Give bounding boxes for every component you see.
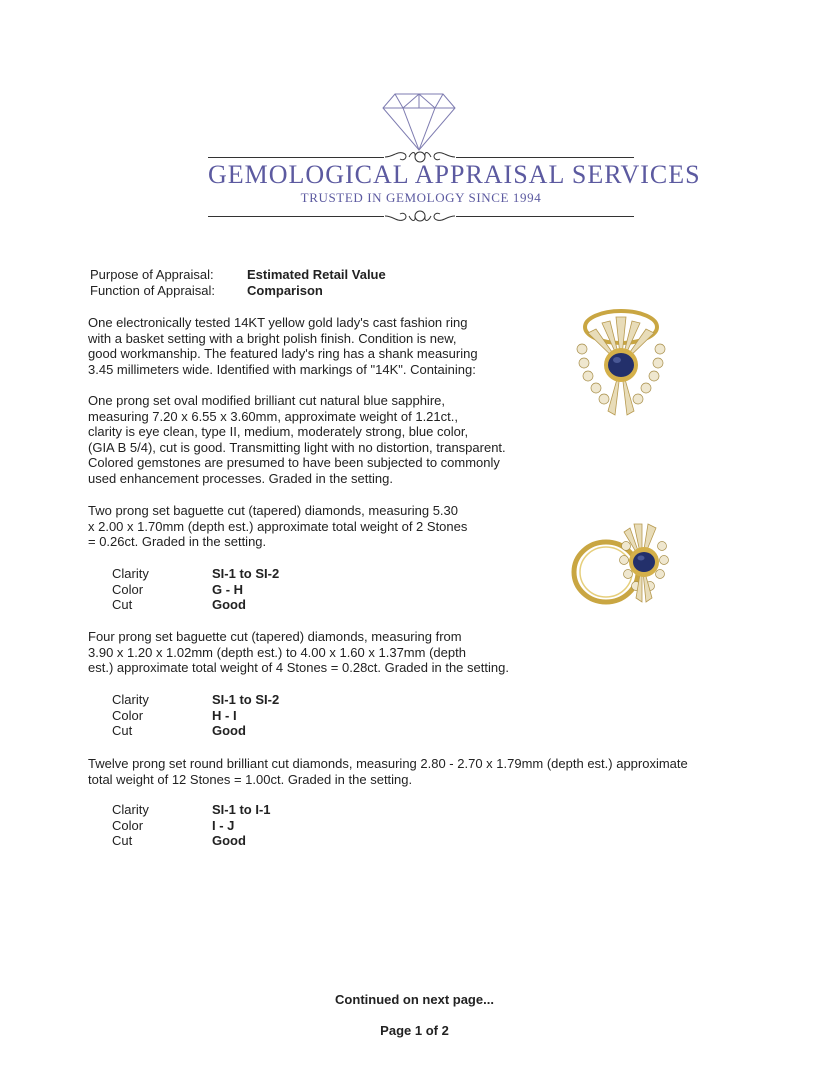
cut-value: Good xyxy=(212,833,246,848)
header-rule xyxy=(456,216,634,217)
sapphire-description: One prong set oval modified brilliant cut natural blue sapphire, measuring 7.20 x 6.55 x 3.60mm, approximate weight of 1.21ct., clarity is eye clean, type II, medium, moderately strong, blue color, (GIA B 5/4), cut is good. Transmitting light with no distortion, transparent. Colored gemstones are presumed to have been subjected to commonly used enhancement processes. Graded in the setting. xyxy=(88,393,506,486)
cut-label: Cut xyxy=(112,833,133,848)
letterhead xyxy=(0,0,829,240)
cut-label: Cut xyxy=(112,597,133,612)
purpose-label: Purpose of Appraisal: xyxy=(90,267,214,282)
color-label: Color xyxy=(112,817,144,833)
sapphire-ring-front-photo xyxy=(568,303,674,425)
cut-value: Good xyxy=(212,597,246,612)
clarity-value: SI-1 to I-1 xyxy=(212,802,271,817)
header-rule xyxy=(208,157,384,158)
clarity-label: Clarity xyxy=(112,802,149,817)
color-value: I - J xyxy=(212,817,235,833)
ring-description: One electronically tested 14KT yellow gold lady's cast fashion ring with a basket setting with a bright polish finish. Condition is new, good workmanship. The featured lady's ring has a shank measuring 3.45 millimeters wide. Identified with markings of "14K". Containing: xyxy=(88,315,478,377)
clarity-label: Clarity xyxy=(112,566,149,581)
function-label: Function of Appraisal: xyxy=(90,283,216,298)
color-value: H - I xyxy=(212,707,237,723)
color-value: G - H xyxy=(212,581,244,597)
color-label: Color xyxy=(112,581,144,597)
header-rule xyxy=(208,216,384,217)
header-rule xyxy=(456,157,634,158)
purpose-value: Estimated Retail Value xyxy=(247,267,386,282)
color-label: Color xyxy=(112,707,144,723)
clarity-value: SI-1 to SI-2 xyxy=(212,692,280,707)
cut-value: Good xyxy=(212,723,246,738)
diamond-outline-icon xyxy=(381,92,457,152)
sapphire-ring-side-photo xyxy=(566,512,678,624)
company-name: GEMOLOGICAL APPRAISAL SERVICES xyxy=(208,160,701,189)
cut-label: Cut xyxy=(112,723,133,738)
round-twelve-description: Twelve prong set round brilliant cut diamonds, measuring 2.80 - 2.70 x 1.79mm (depth est.) approximate total weight of 12 Stones = 1.00ct. Graded in the setting. xyxy=(88,756,688,787)
continued-note: Continued on next page... xyxy=(335,992,494,1007)
clarity-label: Clarity xyxy=(112,692,149,707)
page-number: Page 1 of 2 xyxy=(380,1023,449,1038)
clarity-value: SI-1 to SI-2 xyxy=(212,566,280,581)
baguette-four-description: Four prong set baguette cut (tapered) diamonds, measuring from 3.90 x 1.20 x 1.02mm (depth est.) to 4.00 x 1.60 x 1.37mm (depth est.) approximate total weight of 4 Stones = 0.28ct. Graded in the setting. xyxy=(88,629,509,675)
function-value: Comparison xyxy=(247,283,323,298)
company-tagline: TRUSTED IN GEMOLOGY SINCE 1994 xyxy=(300,190,542,205)
scroll-ornament-icon xyxy=(383,206,457,226)
baguette-two-description: Two prong set baguette cut (tapered) diamonds, measuring 5.30 x 2.00 x 1.70mm (depth est.) approximate total weight of 2 Stones = 0.26ct. Graded in the setting. xyxy=(88,503,468,549)
